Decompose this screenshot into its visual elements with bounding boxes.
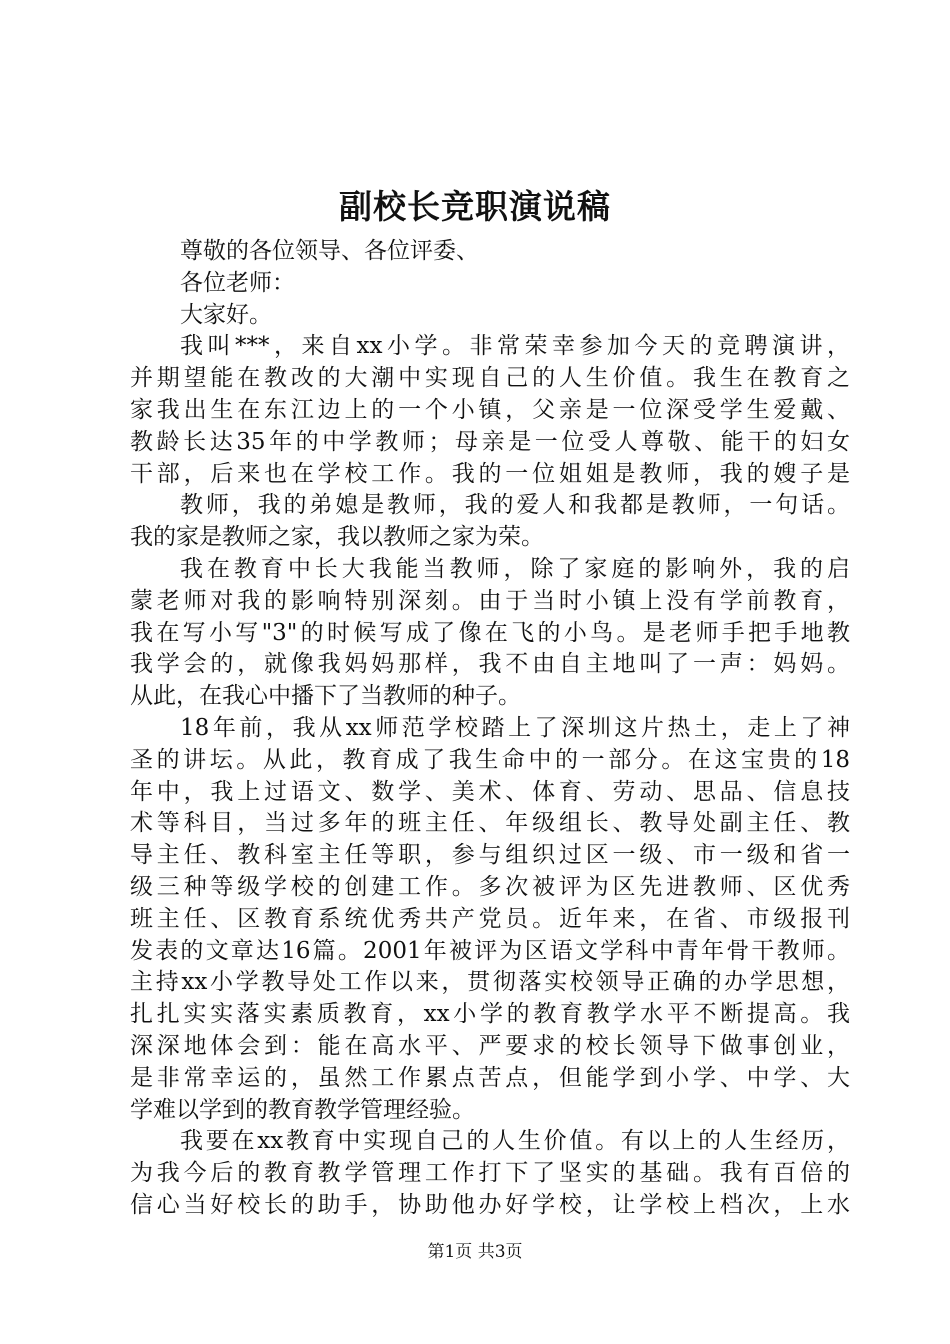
body-line: 发表的文章达16篇。2001年被评为区语文学科中青年骨干教师。 xyxy=(130,937,850,964)
body-line: 我要在xx教育中实现自己的人生价值。有以上的人生经历， xyxy=(180,1128,850,1155)
body-line: 蒙老师对我的影响特别深刻。由于当时小镇上没有学前教育， xyxy=(130,587,850,614)
body-line: 信心当好校长的助手，协助他办好学校，让学校上档次，上水 xyxy=(130,1191,850,1218)
body-line: 导主任、教科室主任等职，参与组织过区一级、市一级和省一 xyxy=(130,842,850,869)
body-line: 级三种等级学校的创建工作。多次被评为区先进教师、区优秀 xyxy=(130,873,850,900)
body-line: 各位老师： xyxy=(180,269,295,296)
body-line: 并期望能在教改的大潮中实现自己的人生价值。我生在教育之 xyxy=(130,365,850,392)
body-line: 我学会的，就像我妈妈那样，我不由自主地叫了一声：妈妈。 xyxy=(130,651,850,678)
body-line: 干部，后来也在学校工作。我的一位姐姐是教师，我的嫂子是 xyxy=(130,460,850,487)
body-line: 尊敬的各位领导、各位评委、 xyxy=(180,238,479,264)
body-line: 为我今后的教育教学管理工作打下了坚实的基础。我有百倍的 xyxy=(130,1160,850,1187)
document-body xyxy=(130,236,850,1222)
body-line: 扎扎实实落实素质教育，xx小学的教育教学水平不断提高。我 xyxy=(130,1001,850,1028)
body-line: 大家好。 xyxy=(180,301,272,328)
body-line: 年中，我上过语文、数学、美术、体育、劳动、思品、信息技 xyxy=(130,778,850,805)
body-line: 圣的讲坛。从此，教育成了我生命中的一部分。在这宝贵的18 xyxy=(130,746,850,773)
body-line: 术等科目，当过多年的班主任、年级组长、教导处副主任、教 xyxy=(130,810,850,837)
body-line: 主持xx小学教导处工作以来，贯彻落实校领导正确的办学思想， xyxy=(130,969,850,996)
body-line: 我的家是教师之家，我以教师之家为荣。 xyxy=(130,524,544,551)
document-title: 副校长竞职演说稿 xyxy=(339,187,611,226)
body-line: 班主任、区教育系统优秀共产党员。近年来，在省、市级报刊 xyxy=(130,905,850,932)
body-line: 18年前，我从xx师范学校踏上了深圳这片热土，走上了神 xyxy=(180,714,850,741)
body-line: 我叫***，来自xx小学。非常荣幸参加今天的竞聘演讲， xyxy=(180,333,850,360)
body-line: 我在写小写"3"的时候写成了像在飞的小鸟。是老师手把手地教 xyxy=(130,619,850,646)
page-footer: 第1页 共3页 xyxy=(427,1242,523,1262)
body-line: 教龄长达35年的中学教师；母亲是一位受人尊敬、能干的妇女 xyxy=(130,428,850,455)
body-line: 是非常幸运的，虽然工作累点苦点，但能学到小学、中学、大 xyxy=(130,1064,850,1091)
body-line: 我在教育中长大我能当教师，除了家庭的影响外，我的启 xyxy=(180,555,850,582)
body-line: 从此，在我心中播下了当教师的种子。 xyxy=(130,683,521,710)
body-line: 深深地体会到：能在高水平、严要求的校长领导下做事创业， xyxy=(130,1032,850,1059)
body-line: 学难以学到的教育教学管理经验。 xyxy=(130,1096,475,1123)
body-line: 家我出生在东江边上的一个小镇，父亲是一位深受学生爱戴、 xyxy=(130,396,850,423)
body-line: 教师，我的弟媳是教师，我的爱人和我都是教师，一句话。 xyxy=(180,492,850,519)
